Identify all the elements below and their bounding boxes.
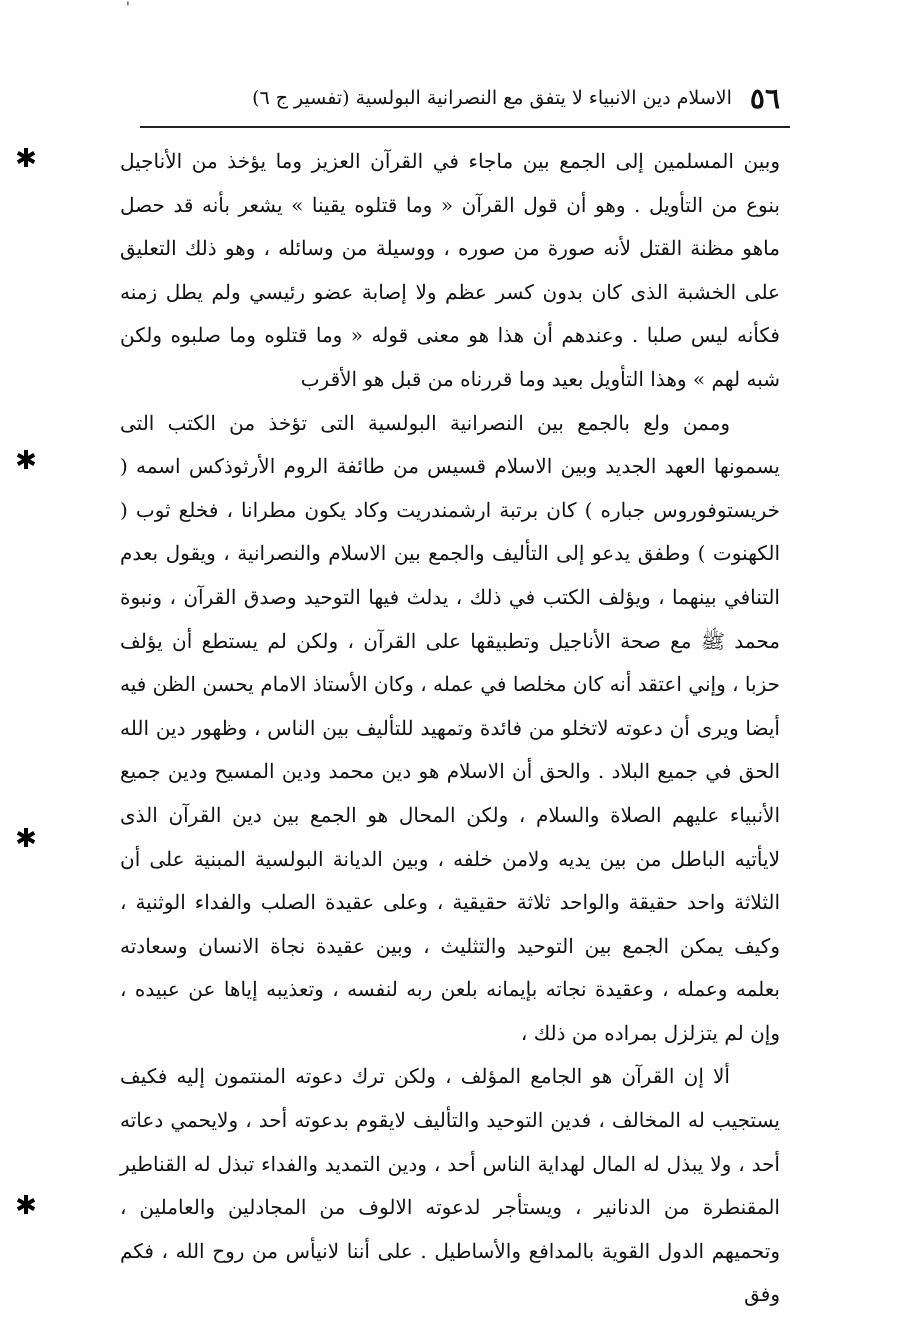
top-tick-mark: ' [126, 0, 130, 16]
paragraph-1: وبين المسلمين إلى الجمع بين ماجاء في القرآن العزيز وما يؤخذ من الأناجيل بنوع من التأويل . وهو أن قول القرآن « وما قتلوه يقينا » يشعر بأنه قد حصل ماهو مظنة القتل لأنه صورة من صوره ، ووسيلة من وسائله ، وهو ذلك التعليق على الخشبة الذى كان بدون كسر عظم ولا إصابة عضو رئيسي ولم يطل زمنه فكأنه ليس صلبا . وعندهم أن هذا هو معنى قوله « وما قتلوه وما صلبوه ولكن شبه لهم » وهذا التأويل بعيد وما قررناه من قبل هو الأقرب [120, 149, 780, 391]
punch-hole-mark-icon: ✱ [15, 144, 37, 174]
body-text [120, 140, 780, 1317]
page-header [150, 78, 780, 118]
running-title: الاسلام دين الانبياء لا يتفق مع النصرانية البولسية (تفسير ج ٦) [252, 87, 732, 109]
header-rule [140, 126, 790, 128]
punch-hole-mark-icon: ✱ [15, 446, 37, 476]
punch-hole-mark-icon: ✱ [15, 1191, 37, 1221]
page-number: ٥٦ [749, 81, 780, 115]
paragraph-3: ألا إن القرآن هو الجامع المؤلف ، ولكن ترك دعوته المنتمون إليه فكيف يستجيب له المخالف ، فدين التوحيد والتأليف لايقوم بدعوته أحد ، ولايحمي دعاته أحد ، ولا يبذل له المال لهداية الناس أحد ، ودين التمديد والفداء تبذل له القناطير المقنطرة من الدنانير ، ويستأجر لدعوته الالوف من المجادلين والعاملين ، وتحميهم الدول القوية بالمدافع والأساطيل . على أننا لانيأس من روح الله ، فكم وفق [120, 1064, 780, 1307]
paragraph-2: وممن ولع بالجمع بين النصرانية البولسية التى تؤخذ من الكتب التى يسمونها العهد الجديد وبين الاسلام قسيس من طائفة الروم الأرثوذكس اسمه ( خريستوفوروس جباره ) كان برتبة ارشمندريت وكاد يكون مطرانا ، فخلع ثوب ( الكهنوت ) وطفق يدعو إلى التأليف والجمع بين الاسلام والنصرانية ، ويقول بعدم التنافي بينهما ، ويؤلف الكتب في ذلك ، يدلث فيها التوحيد وصدق القرآن ، ونبوة محمد ﷺ مع صحة الأناجيل وتطبيقها على القرآن ، ولكن لم يستطع أن يؤلف حزبا ، وإني اعتقد أنه كان مخلصا في عمله ، وكان الأستاذ الامام يحسن الظن فيه أيضا ويرى أن دعوته لاتخلو من فائدة وتمهيد للتأليف بين الناس ، وظهور دين الله الحق في جميع البلاد . والحق أن الاسلام هو دين محمد ودين المسيح ودين جميع الأنبياء عليهم الصلاة والسلام ، ولكن المحال هو الجمع بين دين القرآن الذى لايأتيه الباطل من بين يديه ولامن خلفه ، وبين الديانة البولسية المبنية على أن الثلاثة واحد حقيقة والواحد ثلاثة حقيقية ، وعلى عقيدة الصلب والفداء الوثنية ، وكيف يمكن الجمع بين التوحيد والتثليث ، وبين عقيدة نجاة الانسان وسعادته بعلمه وعمله ، وعقيدة نجاته بإيمانه بلعن ربه لنفسه ، وتعذيبه إياها عن عبيده ، وإن لم يتزلزل بمراده من ذلك ، [120, 410, 781, 1045]
punch-hole-mark-icon: ✱ [15, 824, 37, 854]
